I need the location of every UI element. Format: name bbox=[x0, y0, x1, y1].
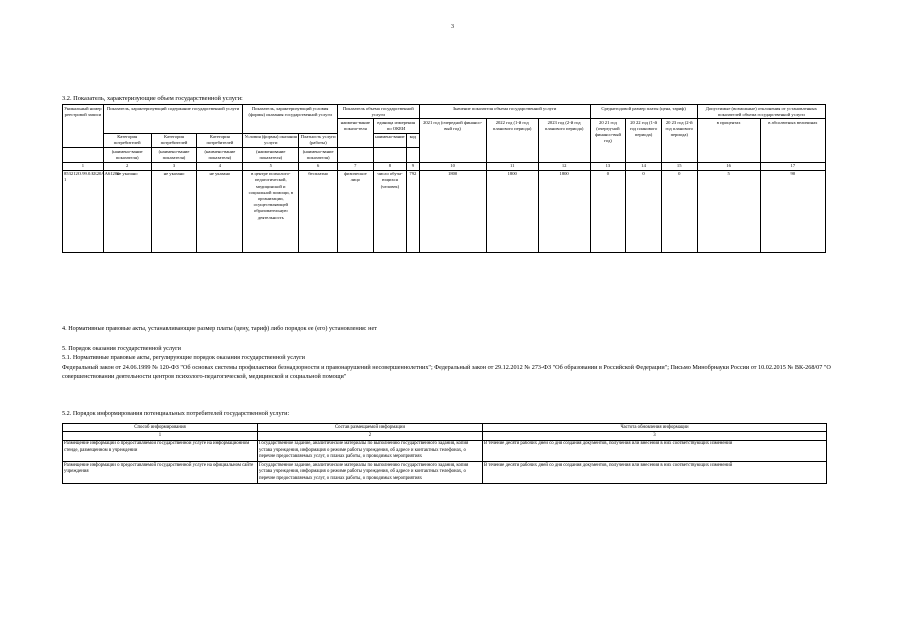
header-category-1: Категория потребителей bbox=[103, 133, 151, 147]
header-blank bbox=[338, 148, 374, 162]
column-number: 17 bbox=[760, 162, 825, 170]
header-content-indicator: Показатель, характеризующий содержание государственной услуги bbox=[103, 105, 243, 134]
header-absolute: в абсолютных величинах bbox=[760, 119, 825, 162]
value-2022: 1800 bbox=[486, 170, 538, 252]
volume-indicators-table bbox=[62, 104, 826, 253]
header-price-2022: 20 22 год (1-й год планового периода) bbox=[626, 119, 662, 162]
deviation-absolute: 90 bbox=[760, 170, 825, 252]
method-cell: Размещение информации о предоставляемой государственной услуге на информационном стенде, размещенном в учреждении bbox=[63, 440, 258, 461]
column-number: 2 bbox=[258, 432, 483, 440]
column-number: 2 bbox=[103, 162, 151, 170]
column-number: 5 bbox=[243, 162, 299, 170]
category-2-value: не указано bbox=[151, 170, 197, 252]
page-number: 3 bbox=[451, 24, 454, 30]
column-number: 15 bbox=[661, 162, 697, 170]
header-sub-2: (наимено-вание показателя) bbox=[151, 148, 197, 162]
value-2021: 1800 bbox=[419, 170, 486, 252]
header-year-2022: 2022 год (1-й год планового периода) bbox=[486, 119, 538, 162]
header-unit: единица измерения по ОКЕИ bbox=[373, 119, 419, 133]
column-number: 3 bbox=[483, 432, 827, 440]
section-4-text: 4. Нормативные правовые акты, устанавливающие размер платы (цену, тариф) либо порядок ее (его) установления: нет bbox=[62, 325, 377, 332]
header-volume-indicator: Показатель объема государственной услуги bbox=[338, 105, 420, 119]
column-number: 4 bbox=[197, 162, 243, 170]
header-sub-5: (наимено-вание показателя) bbox=[299, 148, 338, 162]
deviation-percent: 5 bbox=[697, 170, 760, 252]
column-number: 6 bbox=[299, 162, 338, 170]
price-2021: 0 bbox=[590, 170, 626, 252]
value-2023: 1800 bbox=[538, 170, 590, 252]
column-number: 9 bbox=[407, 162, 419, 170]
payment-value: бесплатно bbox=[299, 170, 338, 252]
registry-code: 853212О.99.0.ББ20АА61200 1 bbox=[63, 170, 104, 252]
table-row bbox=[63, 170, 826, 252]
section-5-1-title: 5.1. Нормативные правовые акты, регулирующие порядок оказания государственной услуги bbox=[62, 354, 305, 361]
condition-form-value: в центре психолого-педагогической, медицинской и социальной помощи, в организации, осуществляющей образовательную деятельность bbox=[243, 170, 299, 252]
column-number: 7 bbox=[338, 162, 374, 170]
header-price-2021: 20 21 год (очеред-ной финансо-вый год) bbox=[590, 119, 626, 162]
header-average-price: Среднегодовой размер платы (цена, тариф) bbox=[590, 105, 697, 119]
indicator-name-value: физическое лицо bbox=[338, 170, 374, 252]
header-unit-code: код bbox=[407, 133, 419, 147]
frequency-cell: В течение десяти рабочих дней со дня создания документов, получения или внесения в них соответствующих изменений bbox=[483, 462, 827, 483]
header-unit-name: наимено-вание bbox=[373, 133, 407, 147]
column-number: 14 bbox=[626, 162, 662, 170]
column-number: 1 bbox=[63, 162, 104, 170]
header-price-2023: 20 23 год (2-й год планового периода) bbox=[661, 119, 697, 162]
informing-table bbox=[62, 423, 827, 484]
unit-name-value: число обуча-ющихся (человек) bbox=[373, 170, 407, 252]
header-payment: Платность услуги (работы) bbox=[299, 133, 338, 147]
header-sub-3: (наимено-вание показателя) bbox=[197, 148, 243, 162]
header-indicator-value: Значение показателя объема государственной услуги bbox=[419, 105, 590, 119]
header-blank bbox=[373, 148, 407, 162]
header-conditions-indicator: Показатель, характеризующий условия (формы) оказания государственной услуги bbox=[243, 105, 338, 134]
header-year-2023: 2023 год (2-й год планового периода) bbox=[538, 119, 590, 162]
table-row bbox=[63, 462, 827, 483]
column-number: 11 bbox=[486, 162, 538, 170]
header-blank bbox=[407, 148, 419, 162]
header-year-2021: 2021 год (очередной финансо-вый год) bbox=[419, 119, 486, 162]
table-row bbox=[63, 440, 827, 461]
header-content: Состав размещаемой информации bbox=[258, 424, 483, 432]
column-number: 8 bbox=[373, 162, 407, 170]
header-category-3: Категория потребителей bbox=[197, 133, 243, 147]
unit-code-value: 792 bbox=[407, 170, 419, 252]
category-3-value: не указано bbox=[197, 170, 243, 252]
column-number: 3 bbox=[151, 162, 197, 170]
column-number: 12 bbox=[538, 162, 590, 170]
section-3-2-title: 3.2. Показатель, характеризующие объем государственной услуги: bbox=[62, 95, 243, 102]
price-2022: 0 bbox=[626, 170, 662, 252]
header-category-2: Категория потребителей bbox=[151, 133, 197, 147]
header-indicator-name: наимено-вание показа-теля bbox=[338, 119, 374, 148]
content-cell: Государственное задание, аналитические материалы по выполнению государственного задания, копия устава учреждения, информация о режиме работы учреждения, об адресе и контактных телефонах, о перечне предоставляемых услуг, о планах работы, о проводимых мероприятиях bbox=[258, 462, 483, 483]
header-blank bbox=[63, 148, 104, 162]
header-unique-number: Уникальный номер реестровой записи bbox=[63, 105, 104, 148]
column-number: 16 bbox=[697, 162, 760, 170]
header-sub-4: (наименование показателя) bbox=[243, 148, 299, 162]
method-cell: Размещение информации о предоставляемой государственной услуге на официальном сайте учреждения bbox=[63, 462, 258, 483]
content-cell: Государственное задание, аналитические материалы по выполнению государственного задания, копия устава учреждения, информация о режиме работы учреждения, об адресе и контактных телефонах, о перечне предоставляемых услуг, о планах работы, о проводимых мероприятиях bbox=[258, 440, 483, 461]
section-5-title: 5. Порядок оказания государственной услуги bbox=[62, 345, 181, 352]
section-5-1-text: Федеральный закон от 24.06.1999 № 120-ФЗ "Об основах системы профилактики безнадзорности и правонарушений несовершеннолетних"; Федеральный закон от 29.12.2012 № 273-ФЗ "Об образовании в Российской Федерации"; Письмо Минобрнауки России от 10.02.2015 № ВК-268/07 "О совершенствовании деятельности центров психолого-педагогической, медицинской и социальной помощи" bbox=[62, 364, 831, 380]
header-method: Способ информирования bbox=[63, 424, 258, 432]
section-5-2-title: 5.2. Порядок информирования потенциальных потребителей государственной услуги: bbox=[62, 410, 290, 417]
header-percent: в процентах bbox=[697, 119, 760, 162]
price-2023: 0 bbox=[661, 170, 697, 252]
header-allowed-deviation: Допустимые (возможные) отклонения от установленных показателей объема государственной услуги bbox=[697, 105, 825, 119]
frequency-cell: В течение десяти рабочих дней со дня создания документов, получения или внесения в них соответствующих изменений bbox=[483, 440, 827, 461]
column-numbers-row bbox=[63, 162, 826, 170]
header-condition-form: Условия (формы) оказания услуги bbox=[243, 133, 299, 147]
header-sub-1: (наимено-вание показателя) bbox=[103, 148, 151, 162]
header-frequency: Частота обновления информации bbox=[483, 424, 827, 432]
category-1-value: не указано bbox=[103, 170, 151, 252]
column-number: 13 bbox=[590, 162, 626, 170]
column-number: 1 bbox=[63, 432, 258, 440]
column-number: 10 bbox=[419, 162, 486, 170]
